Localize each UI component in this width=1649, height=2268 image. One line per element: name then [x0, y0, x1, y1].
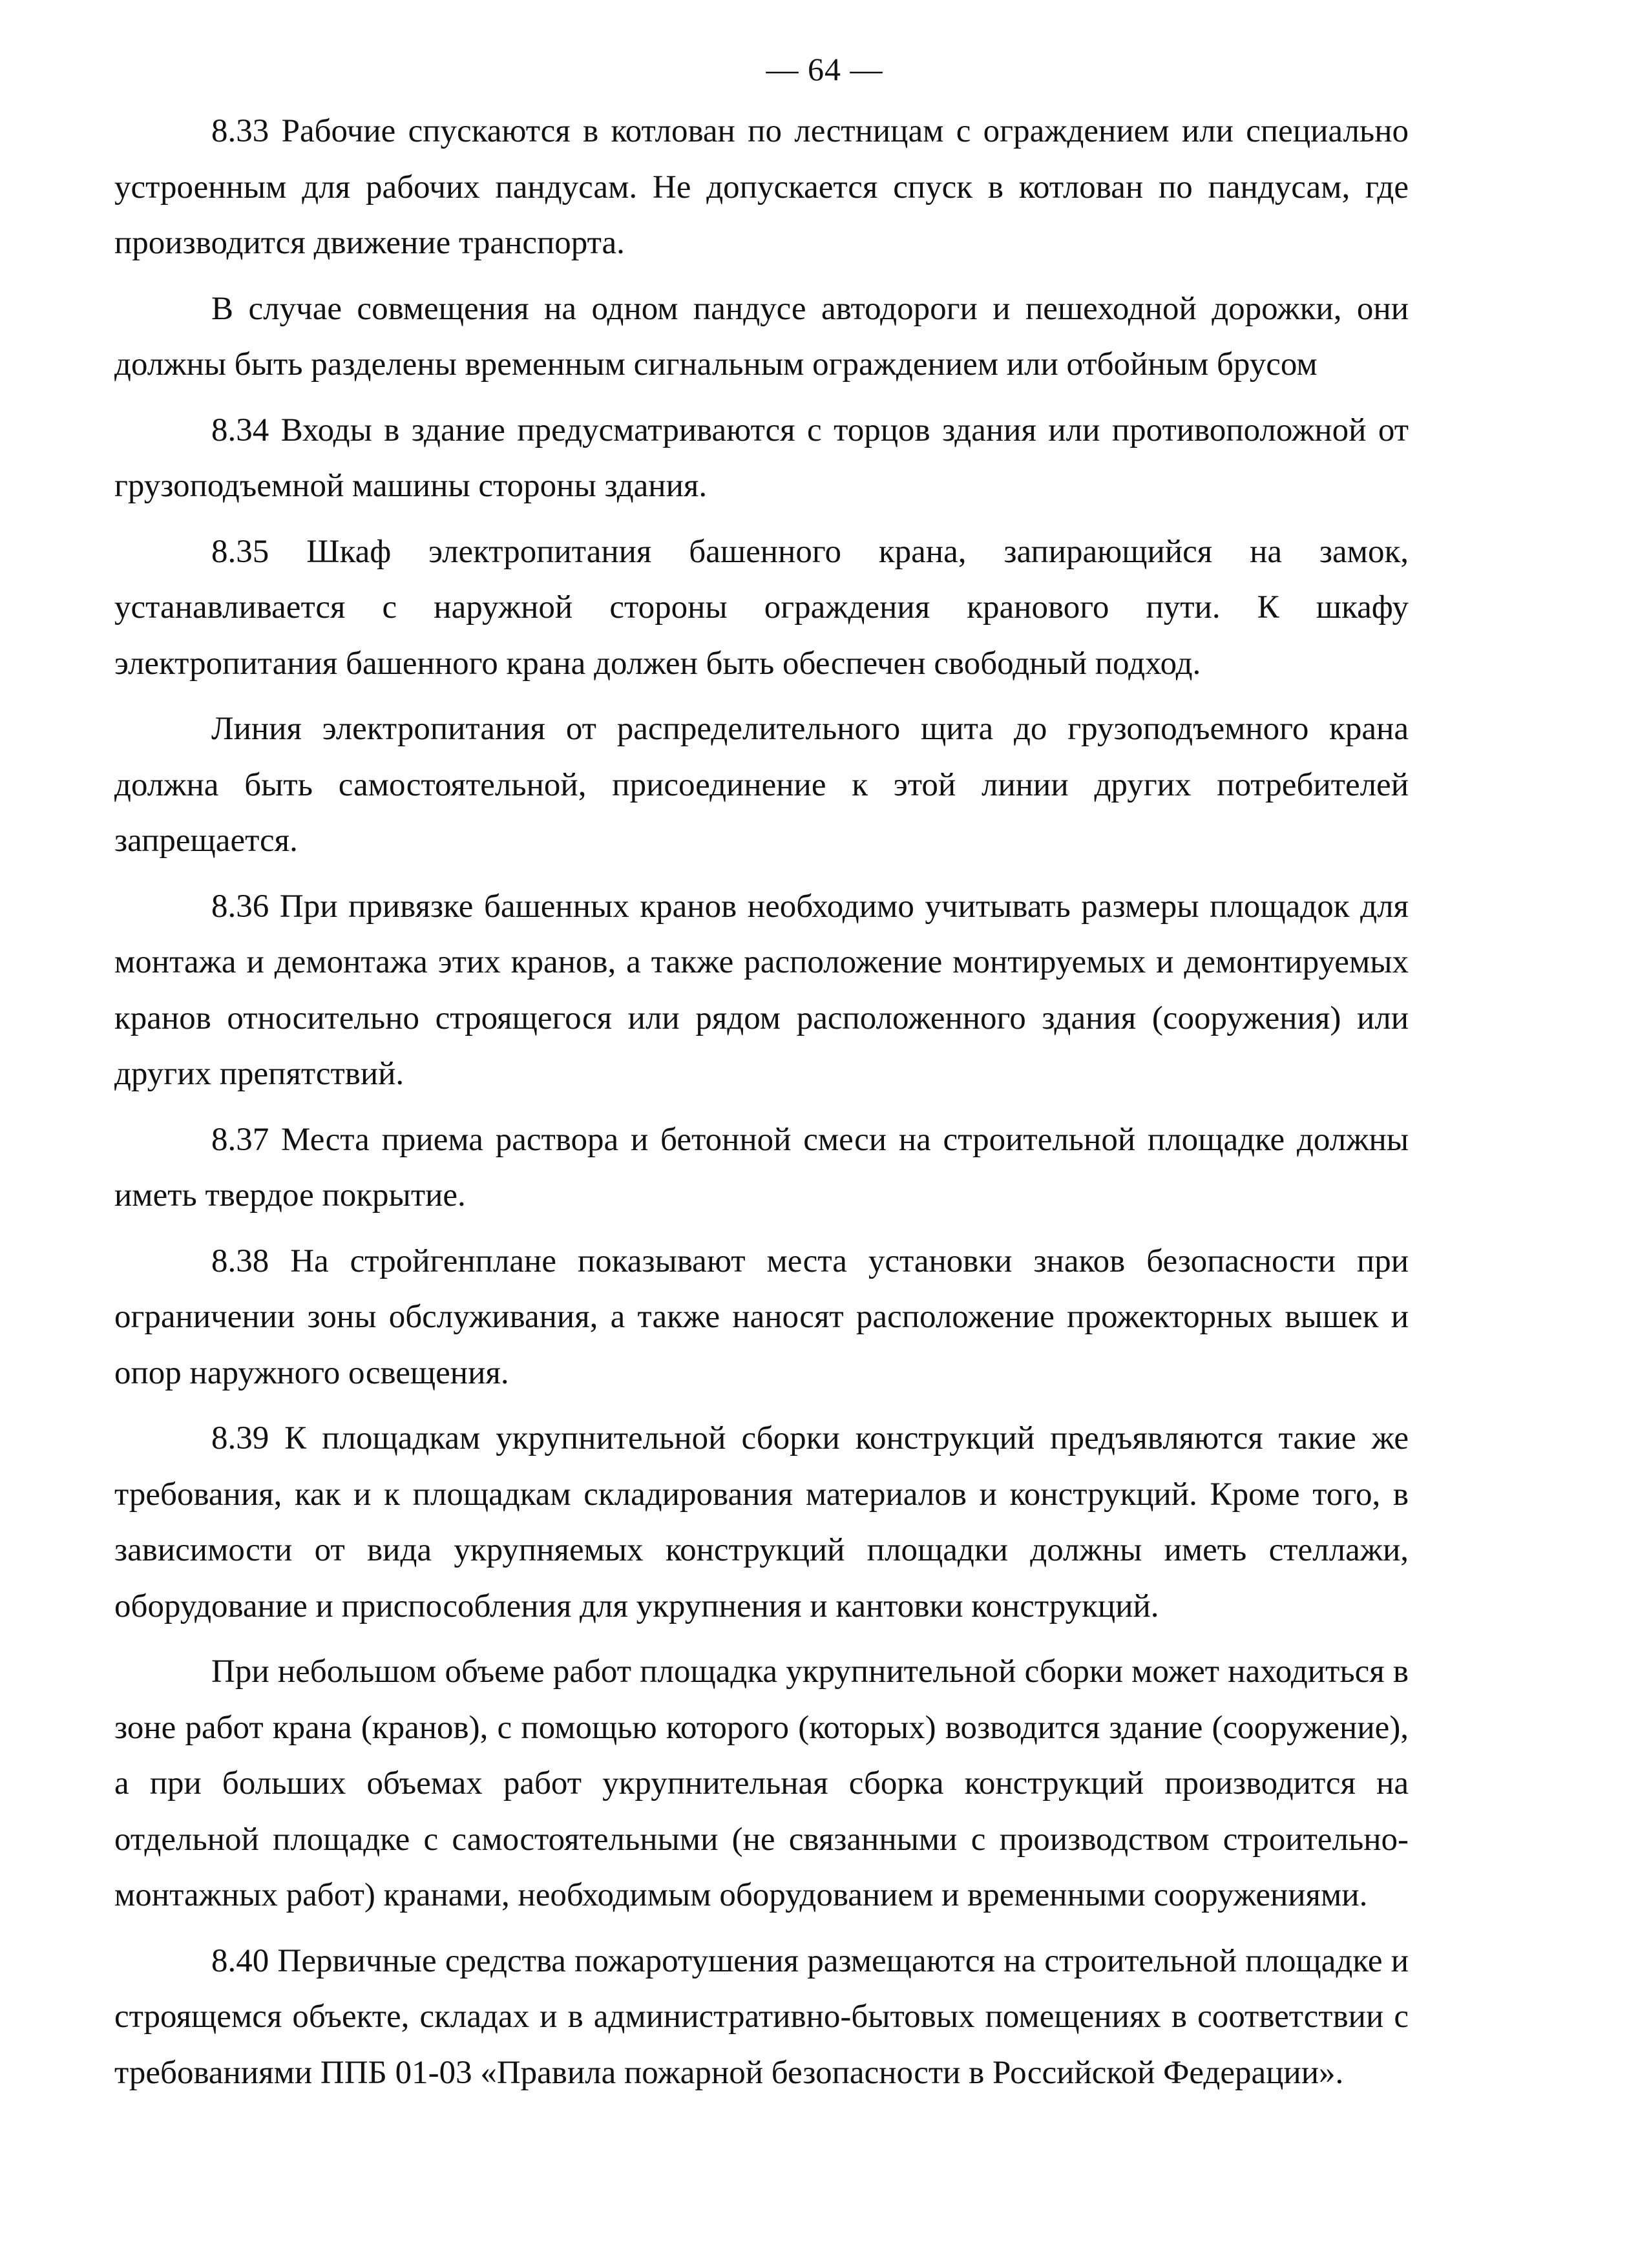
paragraph-8-34: 8.34 Входы в здание предусматриваются с торцов здания или противоположной от грузоподъемной машины стороны здания.: [114, 412, 1409, 504]
page-number: — 64 —: [766, 51, 883, 87]
paragraph-8-39: 8.39 К площадкам укрупнительной сборки конструкций предъявляются такие же требования, как и к площадкам складирования материалов и конструкций. Кроме того, в зависимости от вида укрупняемых конструкций площадки должны иметь стеллажи, оборудование и приспособления для укрупнения и кантовки конструкций.: [114, 1420, 1409, 1624]
paragraph-assembly-site: При небольшом объеме работ площадка укрупнительной сборки может находиться в зоне работ крана (кранов), с помощью которого (которых) возводится здание (сооружение), а при больших объемах работ укрупнительная сборка конструкций производится на отдельной площадке с самостоятельными (не связанными с производством строительно-монтажных работ) кранами, необходимым оборудованием и временными сооружениями.: [114, 1654, 1409, 1913]
paragraph-8-37: 8.37 Места приема раствора и бетонной смеси на строительной площадке должны иметь твердое покрытие.: [114, 1121, 1409, 1213]
paragraph-8-35: 8.35 Шкаф электропитания башенного крана, запирающийся на замок, устанавливается с наружной стороны ограждения кранового пути. К шкафу электропитания башенного крана должен быть обеспечен свободный подход.: [114, 533, 1409, 682]
paragraph-8-36: 8.36 При привязке башенных кранов необходимо учитывать размеры площадок для монтажа и демонтажа этих кранов, а также расположение монтируемых и демонтируемых кранов относительно строящегося или рядом расположенного здания (сооружения) или других препятствий.: [114, 888, 1409, 1092]
paragraph-power-line: Линия электропитания от распределительного щита до грузоподъемного крана должна быть самостоятельной, присоединение к этой линии других потребителей запрещается.: [114, 711, 1409, 859]
paragraph-8-33: 8.33 Рабочие спускаются в котлован по лестницам с ограждением или специально устроенным для рабочих пандусам. Не допускается спуск в котлован по пандусам, где производится движение транспорта.: [114, 113, 1409, 261]
paragraph-ramp-combined: В случае совмещения на одном пандусе автодороги и пешеходной дорожки, они должны быть разделены временным сигнальным ограждением или отбойным брусом: [114, 290, 1409, 383]
paragraph-8-40: 8.40 Первичные средства пожаротушения размещаются на строительной площадке и строящемся объекте, складах и в административно-бытовых помещениях в соответствии с требованиями ППБ 01-03 «Правила пожарной безопасности в Российской Федерации».: [114, 1942, 1409, 2091]
document-body: [114, 103, 1409, 2110]
paragraph-8-38: 8.38 На стройгенплане показывают места установки знаков безопасности при ограничении зоны обслуживания, а также наносят расположение прожекторных вышек и опор наружного освещения.: [114, 1243, 1409, 1391]
